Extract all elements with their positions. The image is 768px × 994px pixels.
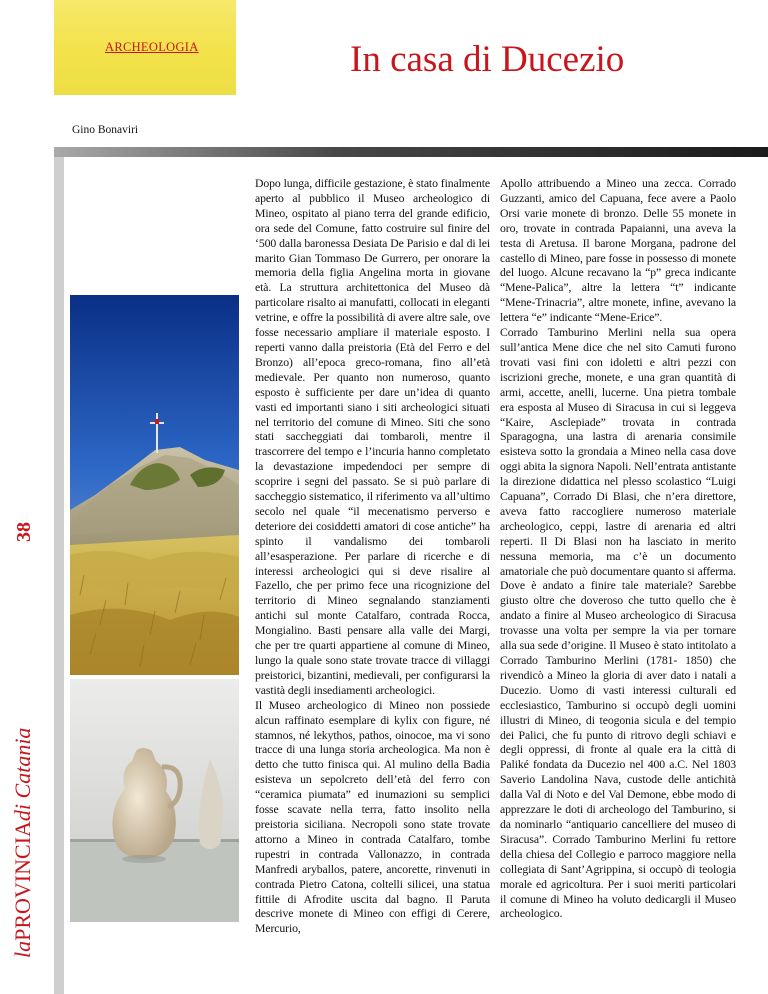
author-name: Gino Bonaviri — [72, 124, 139, 136]
article-title: In casa di Ducezio — [350, 39, 625, 80]
ceramic-jug-photo — [70, 679, 239, 922]
article-column-2 — [500, 177, 736, 922]
brand-provincia: PROVINCIA — [10, 821, 35, 941]
paragraph: Dopo lunga, difficile gestazione, è stato finalmente aperto al pubblico il Museo archeologico di Mineo, ospitato al piano terra del grande edificio, ora sede del Comune, fatto costruire sul finire del ‘500 dalla baronessa Desiata De Parisio e dal di lei marito Gian Tommaso De Gurrero, per onorare la memoria della figlia Angelina morta in giovane età. La struttura architettonica del Museo dà particolare risalto ai manufatti, collocati in eleganti vetrine, e offre la possibilità di avere altre sale, ove fosse necessario ampliare il materiale esposto. I reperti vanno dalla preistoria (Età del Ferro e del Bronzo) all’epoca greco-romana, fino all’età medievale. Per quanto non numeroso, quanto esposto è sufficiente per dare un’idea di quanto vasti ed importanti siano i siti archeologici situati nel territorio del comune di Mineo. Siti che sono stati saccheggiati dai tombaroli, mentre il trascorrere del tempo e l’incuria hanno completato la devastazione impedendoci per sempre di scoprire i segni del passato. Se si può parlare di saccheggio sistematico, il riferimento va all’ultimo secolo nel quale “il mecenatismo perverso e deteriore dei cosiddetti amatori di cose antiche” ha spinto il vandalismo dei tombaroli all’esasperazione. Per parlare di ricerche e di interessi archeologici qui si deve risalire al Fazello, che per primo fece una ricognizione del territorio di Mineo segnalando stanziamenti antichi sul monte Catalfaro, contrada Rocca, Mongialino. Basti pensare alla valle dei Margi, che per tre quarti appartiene al comune di Mineo, lungo la quale sono state trovate tracce di villaggi preistorici, bizantini, medievali, per configurarsi la vastità degli insediamenti archeologici. — [255, 177, 490, 697]
paragraph: Apollo attribuendo a Mineo una zecca. Corrado Guzzanti, amico del Capuana, fece avere a Paolo Orsi varie monete di bronzo. Delle 55 monete in oro, trovate in contrada Papaianni, una aveva la testa di Aretusa. Il barone Morgana, padrone del castello di Mineo, pare fosse in possesso di monete del luogo. Alcune recavano la “p” greca indicante “Mene-Palica”, altre la lettera “t” indicante “Mene-Trinacria”, altre monete, infine, avevano la lettera “e” indicante “Mene-Erice”. — [500, 177, 736, 325]
hilltop-site-photo — [70, 295, 239, 675]
article-column-1 — [255, 177, 490, 937]
margin-strip — [54, 157, 64, 994]
hilltop-illustration — [70, 295, 239, 675]
jug-illustration — [70, 679, 239, 922]
magazine-brand — [10, 728, 36, 958]
paragraph: Corrado Tamburino Merlini nella sua opera sull’antica Mene dice che nel sito Camuti furono trovati vasi fini con idoletti e altri pezzi con iscrizioni greche, monete, e una gran quantità di armi, accette, anelli, lucerne. Una pietra tombale era esposta al Museo di Siracusa in cui si leggeva “Kaire, Asclepiade” trovata in contrada Sparagogna, una lastra di arenaria consimile esisteva sotto la grondaia a Mineo nella casa dove oggi abita la signora Napoli. Nell’entrata antistante la direzione didattica nel plesso scolastico “Luigi Capuana”, Corrado Di Blasi, che n’era direttore, aveva fatto raccogliere numeroso materiale archeologico, ceppi, lastre di arenaria ed altri reperti. Il Di Blasi non ha lasciato in merito nessuna memoria, ma c’è un documento amatoriale che può documentare quanto si afferma. Dove è andato a finire tale materiale? Sarebbe giusto oltre che doveroso che tutto quello che è andato a finire al Museo archeologico di Siracusa trovasse una volta per sempre la via per tornare alla sua sede d’origine. Il Museo è stato intitolato a Corrado Tamburino Merlini (1781- 1850) che rivendicò a Mineo la gloria di aver dato i natali a Ducezio. Uomo di vasti interessi culturali ed ecclesiastico, Tamburino si occupò degli uomini illustri di Mineo, di teogonia sicula e del tempio dei Palici, che fu punto di ritrovo degli schiavi e degli oppressi, di fronte al quale era la città di Paliké fondata da Ducezio nel 400 a.C. Nel 1803 Saverio Landolina Nava, custode delle antichità dalla Val di Noto e del Val Demone, ebbe modo di apprezzare le doti di archeologo del Tamburino, si da nominarlo “antiquario cancelliere del museo di Siracusa”. Corrado Tamburino Merlini fu rettore della chiesa del Collegio e parroco maggiore nella collegiata di Sant’Agrippina, si occupò di teologia morale ed agricoltura. Per i suoi meriti particolari il comune di Mineo ha voluto dedicargli il Museo archeologico. — [500, 326, 736, 921]
paragraph: Il Museo archeologico di Mineo non possiede alcun raffinato esemplare di kylix con figure, né stamnos, né lekythos, pathos, oinocoe, ma vi sono tracce di una lunga storia archeologica. Ma non è detto che tutto finisca qui. Al mulino della Badia esisteva un sepolcreto dell’età del ferro con “ceramica piumata” ed inumazioni su semplici fosse scavate nella terra, fatto insolito nella preistoria siciliana. Necropoli sono state trovate attorno a Mineo in contrada Catalfaro, tombe rupestri in contrada Vallonazzo, in contrada Manfredi aryballos, patere, ancorette, rinvenuti in contrada Pietro Catona, coltelli silicei, una statua fittile di Afrodite uscita dal bagno. Il Paruta descrive monete di Mineo con effigi di Cerere, Mercurio, — [255, 698, 490, 936]
page-number: 38 — [13, 522, 35, 542]
header-rule — [54, 147, 768, 157]
brand-di-catania: di Catania — [10, 727, 35, 822]
brand-la: la — [10, 940, 35, 958]
section-label[interactable]: ARCHEOLOGIA — [105, 40, 199, 54]
